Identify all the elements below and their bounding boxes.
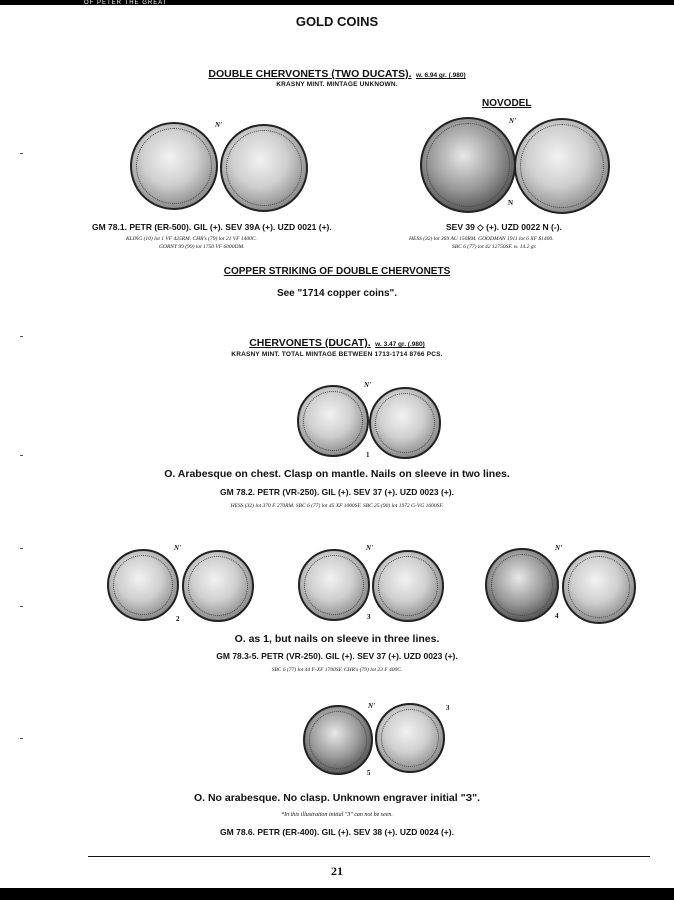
coin-reverse: [369, 387, 441, 459]
double-mint: KRASNY MINT. MINTAGE UNKNOWN.: [276, 81, 398, 88]
coin-obverse: [297, 385, 369, 457]
mark-label: N': [509, 117, 516, 125]
coin-obverse: [303, 705, 373, 775]
mark-label: N': [364, 381, 371, 389]
single-heading-line: [0, 333, 674, 351]
auction-line: GORNY 99 (99) lot 1750 VF 6000DM.: [159, 244, 245, 250]
auction-line: KLING (10) lot 1 VF 425RM. CHR's (79) lot 21 VF 1400C.: [126, 236, 257, 242]
mark-label: N': [368, 702, 375, 710]
auction-line: SBC 6 (77) lot 44 F-XF 1700SF. CHR's (79) lot 23 F 400C.: [271, 667, 403, 673]
catalog-line: GM 78.2. PETR (VR-250). GIL (+). SEV 37 (+). UZD 0023 (+).: [220, 487, 454, 497]
bottom-bar: [0, 888, 674, 900]
coin-obverse: [420, 117, 516, 213]
mark-label: N': [174, 544, 181, 552]
margin-tick: [20, 153, 23, 154]
auction-line: HESS (32) lot 369 AU 150RM. GOODMAN 1911 lot 6 XF $1400.: [409, 236, 554, 242]
mark-label: N': [555, 544, 562, 552]
page-title: GOLD COINS: [295, 14, 379, 29]
single-weight: w. 3.47 gr. (.980): [375, 341, 425, 348]
coin-reverse: [220, 124, 308, 212]
copper-text: See "1714 copper coins".: [276, 288, 398, 299]
coin-reverse: [182, 550, 254, 622]
variety-description: O. No arabesque. No clasp. Unknown engraver initial "З".: [193, 792, 481, 804]
mark-label: N': [366, 544, 373, 552]
catalog-line: GM 78.6. PETR (ER-400). GIL (+). SEV 38 (+). UZD 0024 (+).: [220, 827, 454, 837]
variety-description: O. Arabesque on chest. Clasp on mantle. Nails on sleeve in two lines.: [164, 468, 510, 480]
coin-obverse: [485, 548, 559, 622]
auction-line: HESS (32) lot 370 F 270RM. SBC 6 (77) lot 45 XF 1000SF. SBC 25 (90) lot 1972 G-VG 1600SF.: [230, 503, 444, 509]
variety-description: O. as 1, but nails on sleeve in three lines.: [234, 633, 440, 645]
coin-obverse: [298, 549, 370, 621]
coin-reverse: [514, 118, 610, 214]
mark-label: N': [215, 121, 222, 129]
coin-reverse: [562, 550, 636, 624]
coin-letter: N: [508, 199, 514, 207]
catalog-line: GM 78.3-5. PETR (VR-250). GIL (+). SEV 37 (+). UZD 0023 (+).: [216, 651, 458, 661]
double-heading: DOUBLE CHERVONETS (TWO DUCATS).: [208, 68, 412, 80]
double-weight: w. 6.94 gr. (.980): [416, 72, 466, 79]
double-heading-line: [0, 64, 674, 82]
illustration-note: *In this illustration initial "З" can not be seen.: [281, 812, 393, 818]
catalog-line: GM 78.1. PETR (ER-500). GIL (+). SEV 39A (+). UZD 0021 (+).: [92, 222, 332, 232]
novodel-label: NOVODEL: [482, 98, 532, 109]
coin-reverse: [372, 550, 444, 622]
coin-number: 1: [366, 451, 370, 459]
margin-tick: [20, 606, 23, 607]
catalog-line: SEV 39 ◇ (+). UZD 0022 N (-).: [446, 222, 562, 232]
auction-line: SBC 6 (77) lot 42 12750SF. w. 14.2 gr.: [452, 244, 537, 250]
footer-rule: [88, 856, 650, 857]
coin-obverse: [107, 549, 179, 621]
coin-obverse: [130, 122, 218, 210]
coin-side-mark: 3: [446, 704, 450, 712]
margin-tick: [20, 738, 23, 739]
coin-number: 2: [176, 615, 180, 623]
margin-tick: [20, 548, 23, 549]
coin-number: 4: [555, 612, 559, 620]
page-number: 21: [331, 864, 343, 878]
copper-heading: COPPER STRIKING OF DOUBLE CHERVONETS: [223, 266, 451, 277]
coin-number: 5: [367, 769, 371, 777]
single-heading: CHERVONETS (DUCAT).: [249, 337, 371, 349]
coin-number: 3: [367, 613, 371, 621]
coin-reverse: [375, 703, 445, 773]
margin-tick: [20, 455, 23, 456]
single-mint: KRASNY MINT. TOTAL MINTAGE BETWEEN 1713-1714 8766 PCS.: [231, 351, 443, 358]
running-title: OF PETER THE GREAT: [84, 0, 168, 6]
